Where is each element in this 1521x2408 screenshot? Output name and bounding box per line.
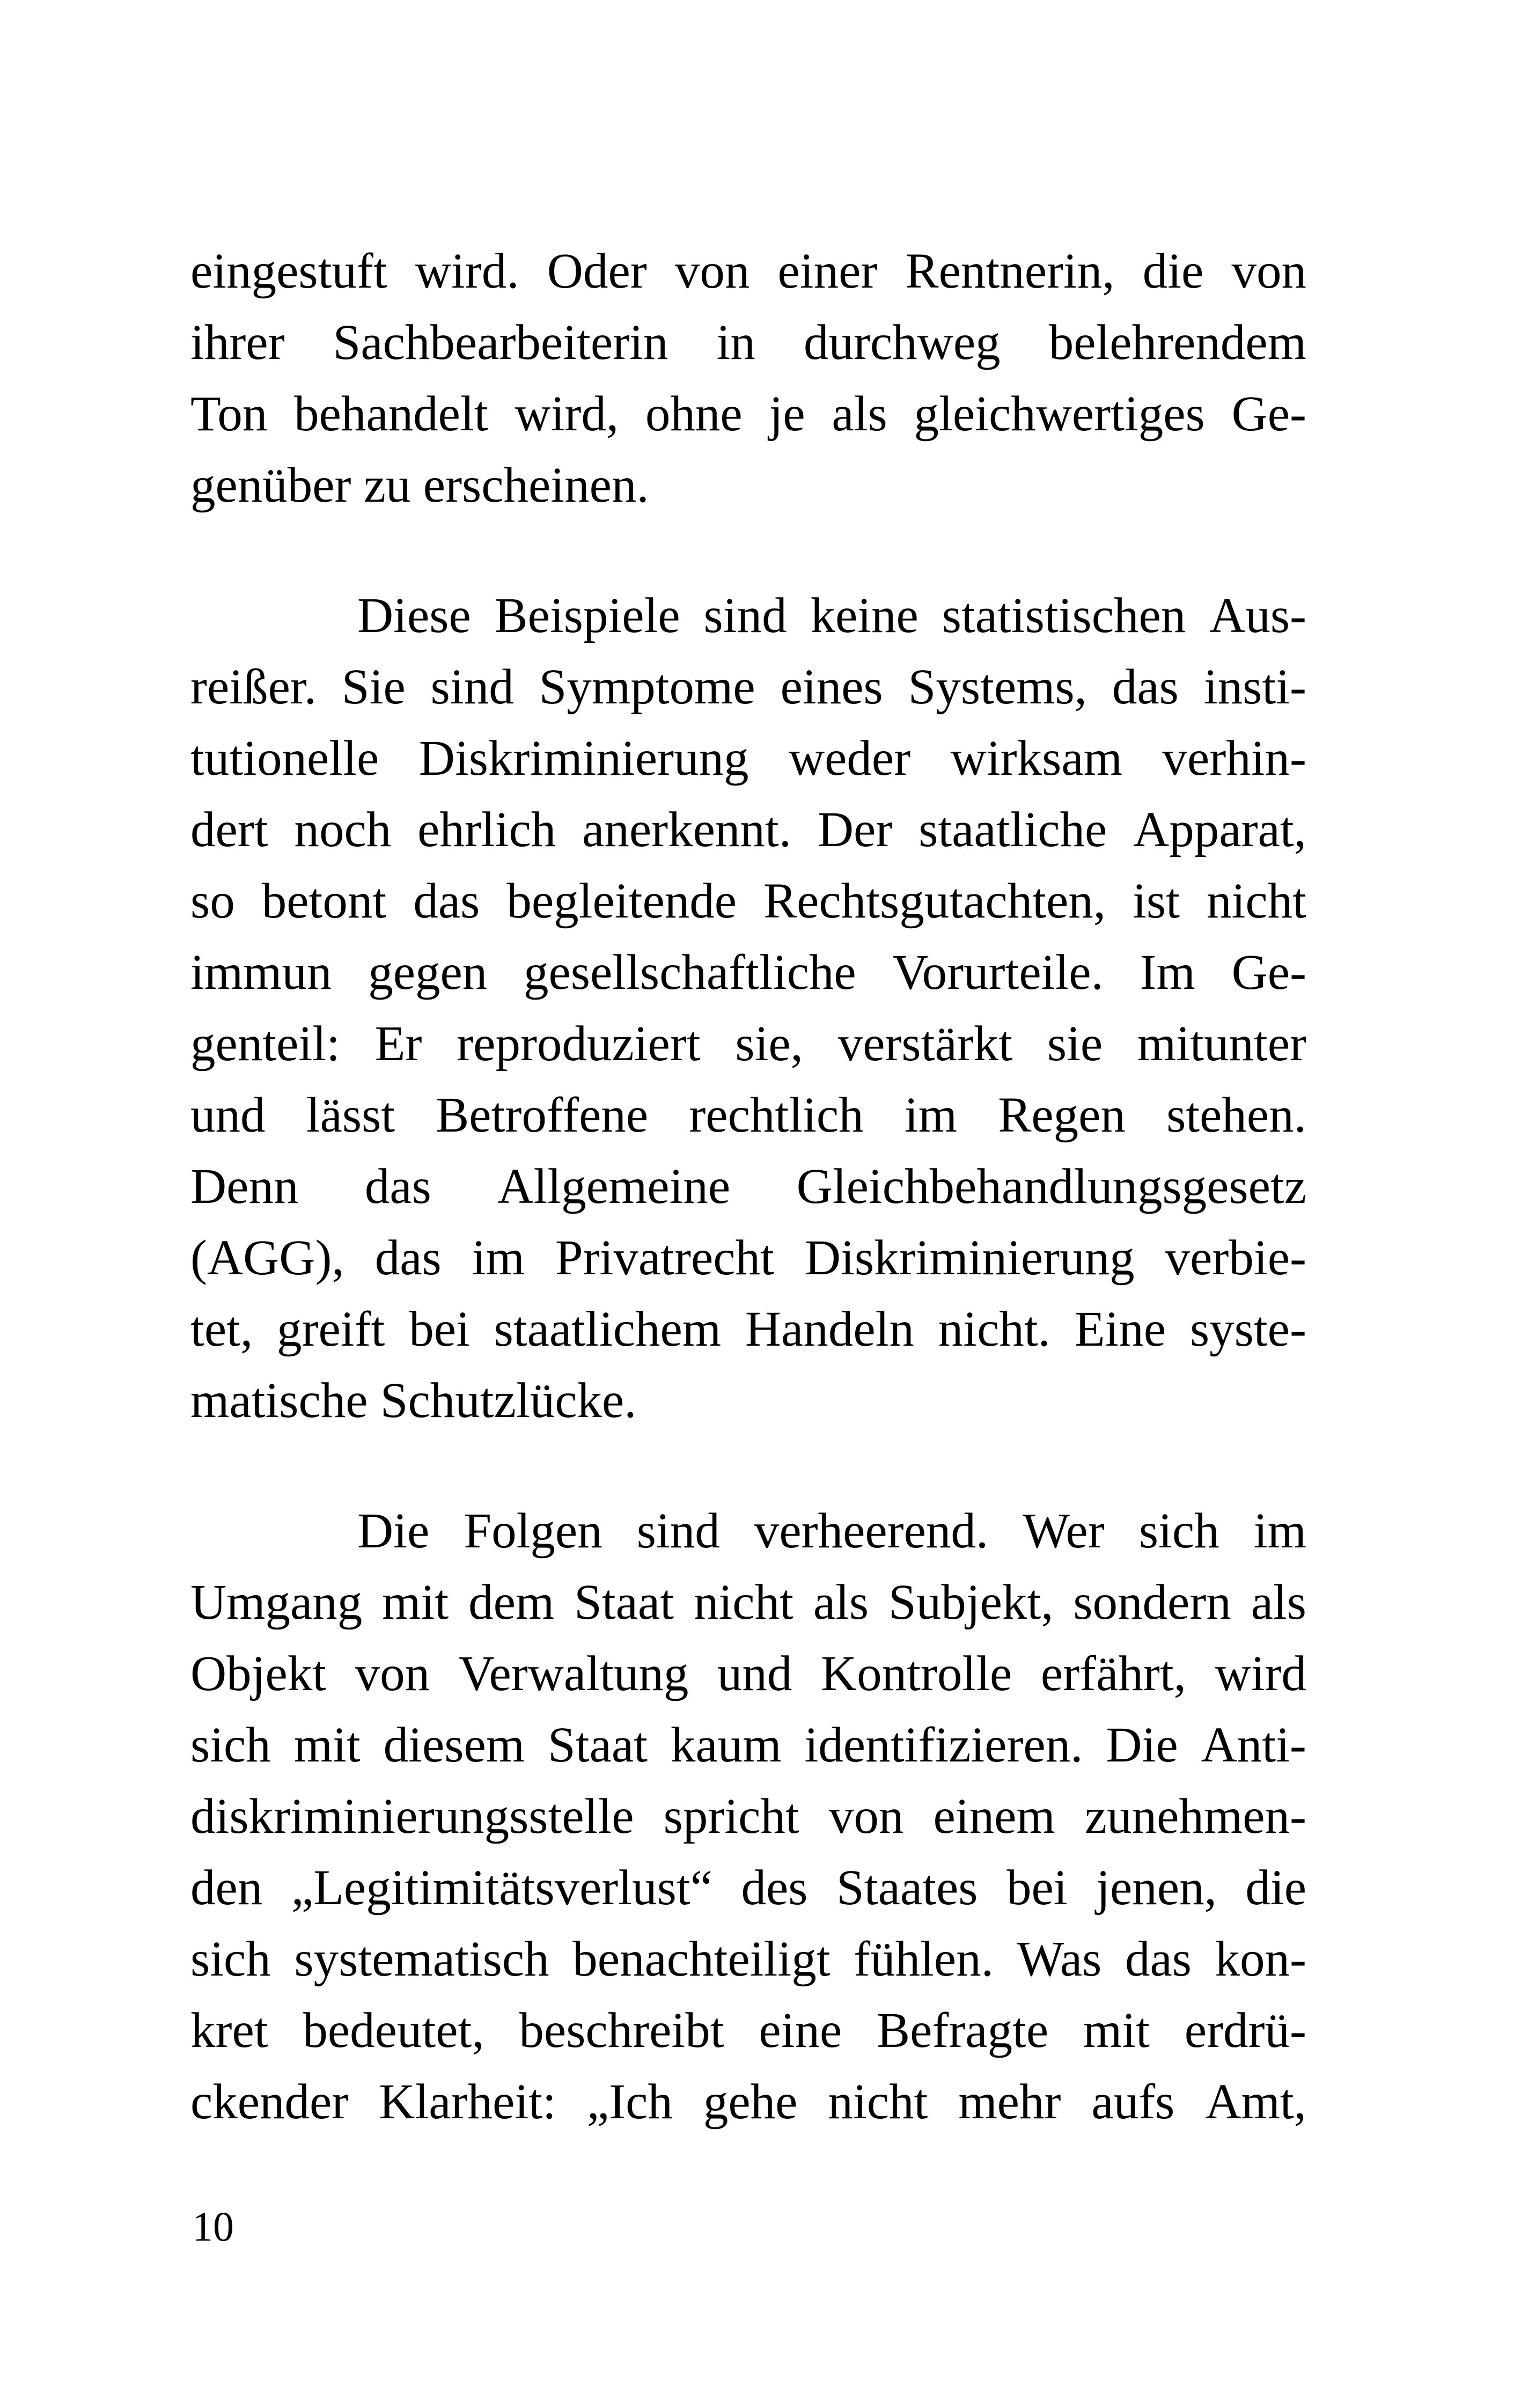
text-line — [190, 937, 1306, 1008]
word: bei — [409, 1302, 470, 1357]
word: dert — [190, 802, 268, 857]
word: verhin- — [1162, 731, 1306, 786]
word: als — [832, 386, 887, 442]
word: ist — [1133, 873, 1180, 929]
word: betont — [261, 873, 387, 929]
word: Denn — [190, 1159, 299, 1214]
word: Ge- — [1231, 945, 1306, 1000]
word: kret — [190, 2003, 268, 2058]
word: Die — [357, 1503, 430, 1559]
word: erdrü- — [1184, 2003, 1306, 2058]
word: die — [1245, 1860, 1306, 1915]
word: den — [190, 1860, 263, 1915]
word: durchweg — [803, 315, 1001, 370]
word: verheerend. — [754, 1503, 989, 1559]
word: Beispiele — [494, 588, 680, 643]
word: sondern — [1073, 1575, 1231, 1630]
word: insti- — [1203, 659, 1306, 715]
word: im — [472, 1230, 525, 1286]
word: sich — [1138, 1503, 1219, 1559]
word: weder — [788, 731, 911, 786]
word: „Ich — [586, 2074, 673, 2130]
word: im — [904, 1088, 958, 1143]
word: gegen — [368, 945, 488, 1000]
word: Regen — [998, 1088, 1126, 1143]
text-line — [190, 1995, 1306, 2066]
word: wirksam — [950, 731, 1122, 786]
text-line — [190, 1567, 1306, 1638]
word: Handeln — [745, 1302, 914, 1357]
word: sie, — [735, 1016, 803, 1071]
word: (AGG), — [190, 1230, 344, 1286]
word: benachteiligt — [572, 1932, 831, 1987]
word: gesellschaftliche — [523, 945, 856, 1000]
word: Klarheit: — [379, 2074, 556, 2130]
text-line — [190, 1709, 1306, 1781]
word: eingestuft — [190, 244, 387, 299]
text-line — [190, 794, 1306, 865]
text-line — [190, 1495, 1306, 1567]
word: das — [413, 873, 480, 929]
word: und — [190, 1088, 266, 1143]
word: keine — [810, 588, 919, 643]
word: eines — [780, 659, 883, 715]
word: staatliche — [919, 802, 1107, 857]
word: sind — [703, 588, 787, 643]
word: mit — [1083, 2003, 1150, 2058]
word: reproduziert — [457, 1016, 701, 1071]
word: Die — [1106, 1717, 1178, 1773]
word: sie — [1047, 1016, 1103, 1071]
paragraph — [190, 236, 1306, 521]
word: eine — [759, 2003, 842, 2058]
word: nicht — [828, 2074, 928, 2130]
word: Kontrolle — [820, 1646, 1012, 1701]
word: beschreibt — [519, 2003, 724, 2058]
word: Ton — [190, 386, 268, 442]
word: ehrlich — [417, 802, 556, 857]
word: jenen, — [1096, 1860, 1217, 1915]
word: mit — [293, 1717, 361, 1773]
word: wird, — [515, 386, 619, 442]
word: Privatrecht — [555, 1230, 774, 1286]
word: kaum — [670, 1717, 782, 1773]
word: Sie — [341, 659, 406, 715]
text-line — [190, 1638, 1306, 1709]
word: des — [741, 1860, 808, 1915]
word: identifizieren. — [804, 1717, 1083, 1773]
word: Apparat, — [1133, 802, 1306, 857]
word: reißer. — [190, 659, 317, 715]
word: Subjekt, — [888, 1575, 1054, 1630]
text-line — [190, 1151, 1306, 1222]
text-line — [190, 1852, 1306, 1924]
word: gehe — [703, 2074, 798, 2130]
word: kon- — [1215, 1932, 1306, 1987]
word: Befragte — [877, 2003, 1049, 2058]
text-line — [190, 236, 1306, 307]
word: je — [769, 386, 805, 442]
word: Der — [817, 802, 893, 857]
word: noch — [294, 802, 392, 857]
word: Betroffene — [436, 1088, 649, 1143]
word: Sachbearbeiterin — [333, 315, 668, 370]
word: begleitende — [506, 873, 737, 929]
word: ohne — [645, 386, 743, 442]
word: im — [1253, 1503, 1306, 1559]
word: einem — [933, 1789, 1055, 1844]
word: mehr — [958, 2074, 1061, 2130]
text-line — [190, 1294, 1306, 1365]
text-line: genüber zu erscheinen. — [190, 458, 649, 513]
word: Vorurteile. — [892, 945, 1104, 1000]
word: Amt, — [1205, 2074, 1306, 2130]
word: Er — [374, 1016, 422, 1071]
word: sind — [430, 659, 514, 715]
text-line — [190, 1222, 1306, 1294]
word: Oder — [547, 244, 647, 299]
word: Verwaltung — [458, 1646, 689, 1701]
word: Wer — [1023, 1503, 1105, 1559]
word: nicht — [693, 1575, 793, 1630]
word: Eine — [1074, 1302, 1166, 1357]
word: anerkennt. — [582, 802, 792, 857]
text-line — [190, 1080, 1306, 1151]
word: bedeutet, — [303, 2003, 484, 2058]
word: Umgang — [190, 1575, 363, 1630]
text-line — [190, 865, 1306, 937]
text-line — [190, 1008, 1306, 1080]
word: einer — [777, 244, 878, 299]
word: dem — [468, 1575, 555, 1630]
word: Symptome — [539, 659, 755, 715]
text-line — [190, 1924, 1306, 1995]
text-line — [190, 2066, 1306, 2138]
word: Was — [1017, 1932, 1102, 1987]
word: rechtlich — [689, 1088, 864, 1143]
word: so — [190, 873, 235, 929]
word: „Legitimitätsverlust“ — [291, 1860, 712, 1915]
word: Diskriminierung — [804, 1230, 1135, 1286]
word: Folgen — [464, 1503, 602, 1559]
word: stehen. — [1166, 1088, 1306, 1143]
text-line — [190, 1781, 1306, 1852]
word: diskriminierungsstelle — [190, 1789, 634, 1844]
word: ihrer — [190, 315, 285, 370]
word: bei — [1006, 1860, 1068, 1915]
paragraph — [190, 580, 1306, 1436]
word: immun — [190, 945, 332, 1000]
word: Staat — [548, 1717, 648, 1773]
word: wird. — [415, 244, 519, 299]
word: Im — [1140, 945, 1195, 1000]
paragraph — [190, 1495, 1306, 2138]
word: Allgemeine — [497, 1159, 731, 1214]
word: Staates — [836, 1860, 978, 1915]
word: tet, — [190, 1302, 253, 1357]
word: gleichwertiges — [914, 386, 1205, 442]
word: mitunter — [1137, 1016, 1306, 1071]
word: belehrendem — [1048, 315, 1306, 370]
word: systematisch — [294, 1932, 549, 1987]
word: verstärkt — [837, 1016, 1013, 1071]
word: nicht — [1207, 873, 1306, 929]
word: Rentnerin, — [905, 244, 1115, 299]
word: Systems, — [908, 659, 1087, 715]
word: von — [674, 244, 750, 299]
word: sich — [190, 1932, 271, 1987]
word: als — [813, 1575, 869, 1630]
word: greift — [277, 1302, 385, 1357]
word: das — [364, 1159, 431, 1214]
word: von — [1231, 244, 1306, 299]
word: Diskriminierung — [418, 731, 749, 786]
word: Rechtsgutachten, — [763, 873, 1106, 929]
word: und — [717, 1646, 792, 1701]
word: verbie- — [1165, 1230, 1306, 1286]
word: behandelt — [294, 386, 488, 442]
word: mit — [382, 1575, 449, 1630]
word: sich — [190, 1717, 271, 1773]
word: ckender — [190, 2074, 349, 2130]
word: Aus- — [1209, 588, 1306, 643]
word: lässt — [306, 1088, 395, 1143]
page-footer — [192, 2200, 234, 2253]
word: syste- — [1189, 1302, 1306, 1357]
text-block — [190, 236, 1306, 2138]
word: erfährt, — [1040, 1646, 1186, 1701]
word: Gleichbehandlungsgesetz — [796, 1159, 1306, 1214]
word: von — [355, 1646, 430, 1701]
word: von — [828, 1789, 904, 1844]
word: genteil: — [190, 1016, 340, 1071]
word: Staat — [574, 1575, 674, 1630]
word: staatlichem — [494, 1302, 722, 1357]
text-line: matische Schutzlücke. — [190, 1373, 637, 1428]
text-line — [190, 307, 1306, 378]
text-line — [190, 651, 1306, 723]
text-line — [190, 723, 1306, 794]
word: zunehmen- — [1084, 1789, 1306, 1844]
word: Objekt — [190, 1646, 327, 1701]
word: tutionelle — [190, 731, 379, 786]
text-line — [190, 580, 1306, 651]
word: das — [374, 1230, 442, 1286]
word: die — [1142, 244, 1204, 299]
word: das — [1112, 659, 1179, 715]
word: in — [716, 315, 755, 370]
word: nicht. — [938, 1302, 1050, 1357]
word: Diese — [357, 588, 471, 643]
text-line — [190, 378, 1306, 450]
word: das — [1125, 1932, 1192, 1987]
word: als — [1251, 1575, 1306, 1630]
word: fühlen. — [854, 1932, 994, 1987]
word: sind — [636, 1503, 720, 1559]
word: Anti- — [1201, 1717, 1306, 1773]
word: statistischen — [942, 588, 1186, 643]
page-number: 10 — [192, 2203, 234, 2250]
word: Ge- — [1231, 386, 1306, 442]
word: spricht — [663, 1789, 799, 1844]
word: diesem — [383, 1717, 525, 1773]
word: aufs — [1091, 2074, 1175, 2130]
word: wird — [1215, 1646, 1306, 1701]
